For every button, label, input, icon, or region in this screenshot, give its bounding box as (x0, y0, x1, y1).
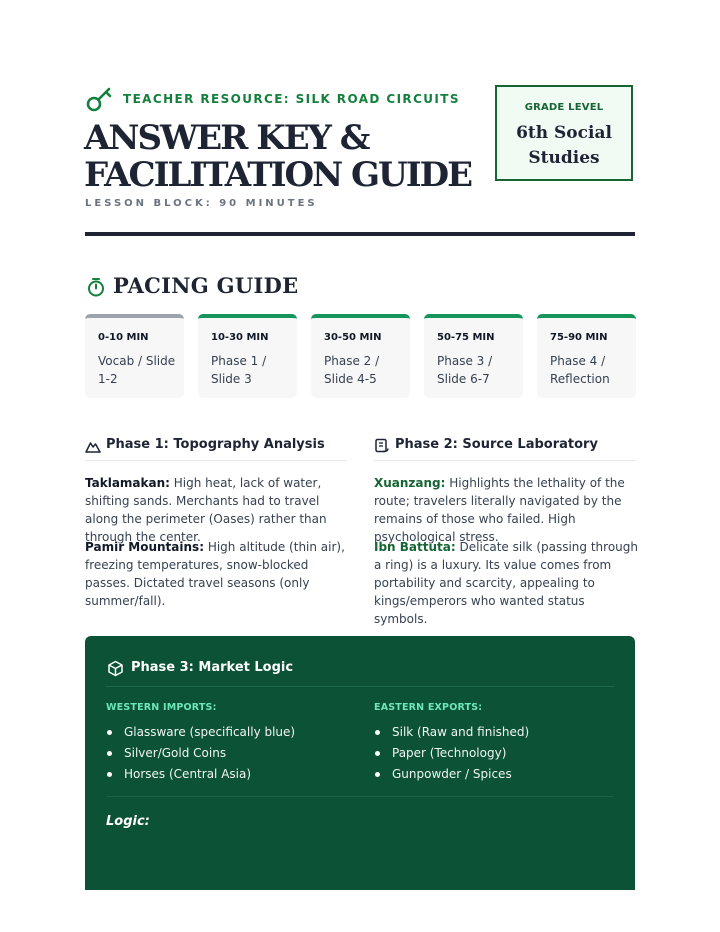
list-item: Glassware (specifically blue) (106, 722, 356, 743)
pacing-label: Phase 1 / Slide 3 (211, 354, 267, 386)
grade-level-label: GRADE LEVEL (524, 102, 604, 113)
pacing-label: Vocab / Slide 1-2 (98, 354, 176, 386)
pacing-time: 75-90 MIN (550, 332, 608, 343)
logic-label: Logic: (106, 814, 150, 829)
eastern-exports-list (374, 722, 614, 785)
title-line-2: FACILITATION GUIDE (84, 155, 471, 195)
phase-1-item (85, 474, 353, 546)
logic-divider (106, 796, 614, 797)
term: Pamir Mountains: (85, 540, 204, 554)
term: Ibn Battuta: (374, 540, 456, 554)
description: Delicate silk (passing through a ring) is a luxury. Its value comes from portability and scarcity, appealing to kings/emperors who wanted status symbols. (374, 540, 638, 626)
pacing-card (537, 314, 636, 398)
phase-2-title: Phase 2: Source Laboratory (395, 437, 598, 452)
western-imports (106, 702, 356, 785)
list-item: Gunpowder / Spices (374, 764, 614, 785)
phase-1-header (85, 436, 347, 461)
pacing-guide-title: PACING GUIDE (113, 273, 299, 298)
description: Highlights the lethality of the route; travelers literally navigated by the remains of those who failed. High psychological stress. (374, 476, 625, 544)
phase-1-title: Phase 1: Topography Analysis (106, 437, 325, 452)
term: Taklamakan: (85, 476, 170, 490)
western-imports-heading: WESTERN IMPORTS: (106, 702, 217, 713)
pacing-time: 30-50 MIN (324, 332, 382, 343)
description: High altitude (thin air), freezing temperatures, snow-blocked passes. Dictated travel seasons (only summer/fall). (85, 540, 345, 608)
list-item: Silk (Raw and finished) (374, 722, 614, 743)
western-imports-list (106, 722, 356, 785)
pacing-time: 0-10 MIN (98, 332, 149, 343)
phase-2-item (374, 474, 639, 546)
timer-icon (86, 277, 106, 297)
pacing-card (424, 314, 523, 398)
phase-1-item (85, 538, 353, 610)
pacing-card (198, 314, 297, 398)
pacing-label: Phase 4 / Reflection (550, 354, 610, 386)
list-item: Horses (Central Asia) (106, 764, 356, 785)
lesson-block-subtitle: LESSON BLOCK: 90 MINUTES (85, 198, 318, 209)
list-item: Silver/Gold Coins (106, 743, 356, 764)
phase-3-divider (106, 686, 614, 687)
header-divider (85, 232, 635, 236)
mountain-icon (85, 438, 101, 454)
list-item: Paper (Technology) (374, 743, 614, 764)
pacing-label: Phase 3 / Slide 6-7 (437, 354, 493, 386)
eastern-exports (374, 702, 614, 785)
pacing-card (311, 314, 410, 398)
scroll-icon (374, 438, 390, 454)
pacing-label: Phase 2 / Slide 4-5 (324, 354, 380, 386)
phase-2-header (374, 436, 636, 461)
page-title (84, 120, 484, 194)
pacing-card (85, 314, 184, 398)
eastern-exports-heading: EASTERN EXPORTS: (374, 702, 483, 713)
key-icon (85, 84, 115, 114)
pacing-time: 50-75 MIN (437, 332, 495, 343)
box-icon (107, 660, 124, 677)
title-line-1: ANSWER KEY & (84, 118, 369, 158)
phase-3-title: Phase 3: Market Logic (131, 660, 294, 675)
term: Xuanzang: (374, 476, 446, 490)
phase-2-item (374, 538, 639, 628)
grade-level-value: 6th Social Studies (516, 123, 612, 168)
grade-level-box (495, 85, 633, 181)
description: High heat, lack of water, shifting sands. Merchants had to travel along the perimeter (Oases) rather than through the center. (85, 476, 327, 544)
eyebrow-label: TEACHER RESOURCE: SILK ROAD CIRCUITS (123, 92, 460, 106)
pacing-time: 10-30 MIN (211, 332, 269, 343)
